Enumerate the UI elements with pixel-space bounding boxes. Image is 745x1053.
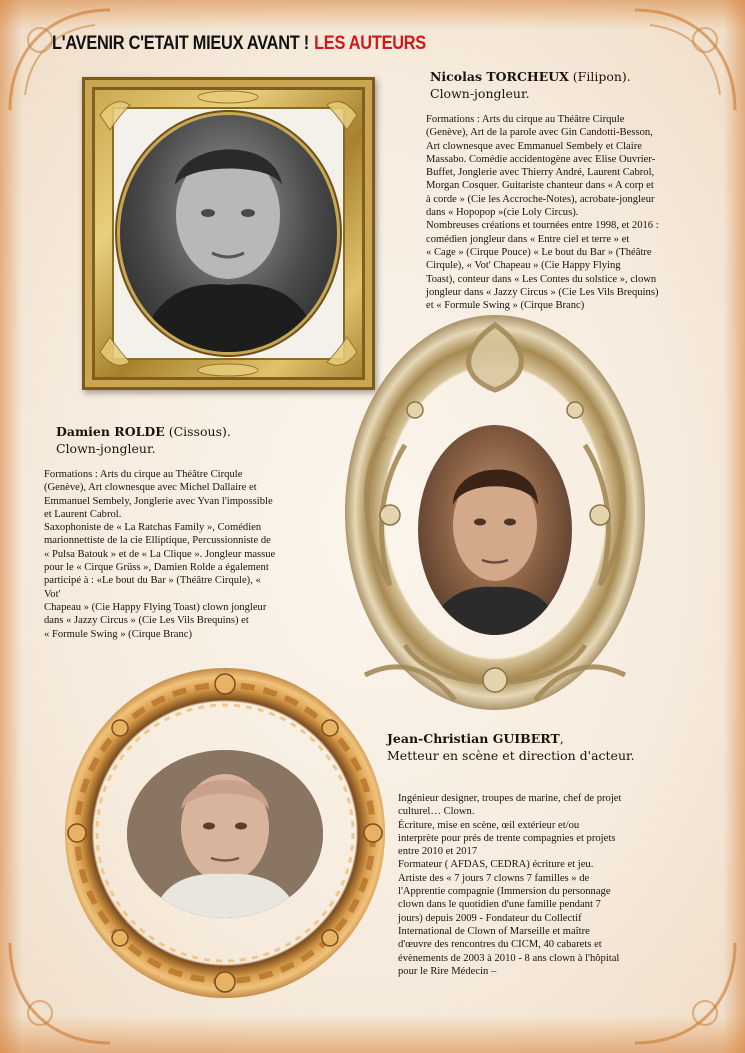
author-bio-guibert: Ingénieur designer, troupes de marine, chef de projet culturel… Clown. Écriture, mise en scène, œil extérieur et/ou interprète pour prés de trente compagnies et projets entre 2010 et 2017 Formateur ( AFDAS, CEDRA) écriture et jeu. Artiste des « 7 jours 7 clowns 7 familles » de l'Apprentie compagnie (Immersion du personnage clown dans le quotidien d'une famille pendant 7 jours) depuis 2009 - Fondateur du Collectif International de Clown of Marseille et maître d'œuvre des rencontres du CICM, 40 cabarets et évènements de 2003 à 2010 - 8 ans clown à l'hôpital pour le Rire Médecin –: [398, 793, 622, 977]
portrait-photo-rolde: [418, 425, 572, 635]
portrait-frame-rolde: [345, 315, 645, 710]
portrait-frame-torcheux: [82, 77, 375, 390]
portrait-photo-guibert: [127, 750, 323, 918]
title-section: LES AUTEURS: [314, 33, 426, 54]
author-name-torcheux: Nicolas TORCHEUX (Filipon).: [430, 69, 631, 84]
corner-ornament-icon: [625, 0, 745, 120]
author-bio-rolde: Formations : Arts du cirque au Théâtre Cirqule (Genève), Art clownesque avec Michel Dallaire et Emmanuel Sembely, Jonglerie avec Yvan l'impossible et Laurent Cabrol. Saxophoniste de « La Ratchas Family », Comédien marionnettiste de la cie Elliptique, Percussionniste de « Pulsa Batouk » et de « La Clique ». Jongleur massue pour le « Cirque Grüss », Damien Rolde a également participé à : «Le bout du Bar » (Théâtre Cirqule), « Vot' Chapeau » (Cie Happy Flying Toast) clown jongleur dans « Jazzy Circus » (Cie Les Vils Brequins) et « Formule Swing » (Cirque Branc): [44, 469, 276, 640]
author-role-rolde: Clown-jongleur.: [56, 441, 156, 456]
corner-ornament-icon: [625, 933, 745, 1053]
author-bio-torcheux: Formations : Arts du cirque au Théâtre Cirqule (Genève), Art de la parole avec Gin Candotti-Besson, Art clownesque avec Emmanuel Sembely et Claire Massabo. Comédie accidentogène avec Elise Ouvrier- Buffet, Jonglerie avec Thierry André, Laurent Cabrol, Morgan Cosquer. Guitariste chanteur dans « A corp et à corde » (Cie les Accroche-Notes), acrobate-jongleur dans « Hopopop »(cie Loly Circus). Nombreuses créations et tournées entre 1998, et 2016 : comédien jongleur dans « Entre ciel et terre » et « Cage » (Cirque Pouce) « Le bout du Bar » (Théâtre Cirqule), « Vot' Chapeau » (Cie Happy Flying Toast), conteur dans « Les Contes du solstice », clown jongleur dans « Jazzy Circus » (Cie Les Vils Brequins) et « Formule Swing » (Cirque Branc): [426, 114, 659, 312]
author-role-torcheux: Clown-jongleur.: [430, 86, 530, 101]
portrait-frame-guibert: [65, 668, 385, 998]
author-name-guibert: Jean-Christian GUIBERT,: [387, 731, 564, 746]
frame-ornament-icon: [90, 85, 367, 382]
person-silhouette-icon: [127, 750, 323, 918]
decorative-border-right: [723, 0, 745, 1053]
page-title: [52, 33, 426, 55]
author-role-guibert: Metteur en scène et direction d'acteur.: [387, 748, 635, 763]
author-name-rolde: Damien ROLDE (Cissous).: [56, 424, 231, 439]
title-main: L'AVENIR C'ETAIT MIEUX AVANT !: [52, 33, 309, 54]
decorative-border-left: [0, 0, 22, 1053]
person-silhouette-icon: [418, 425, 572, 635]
